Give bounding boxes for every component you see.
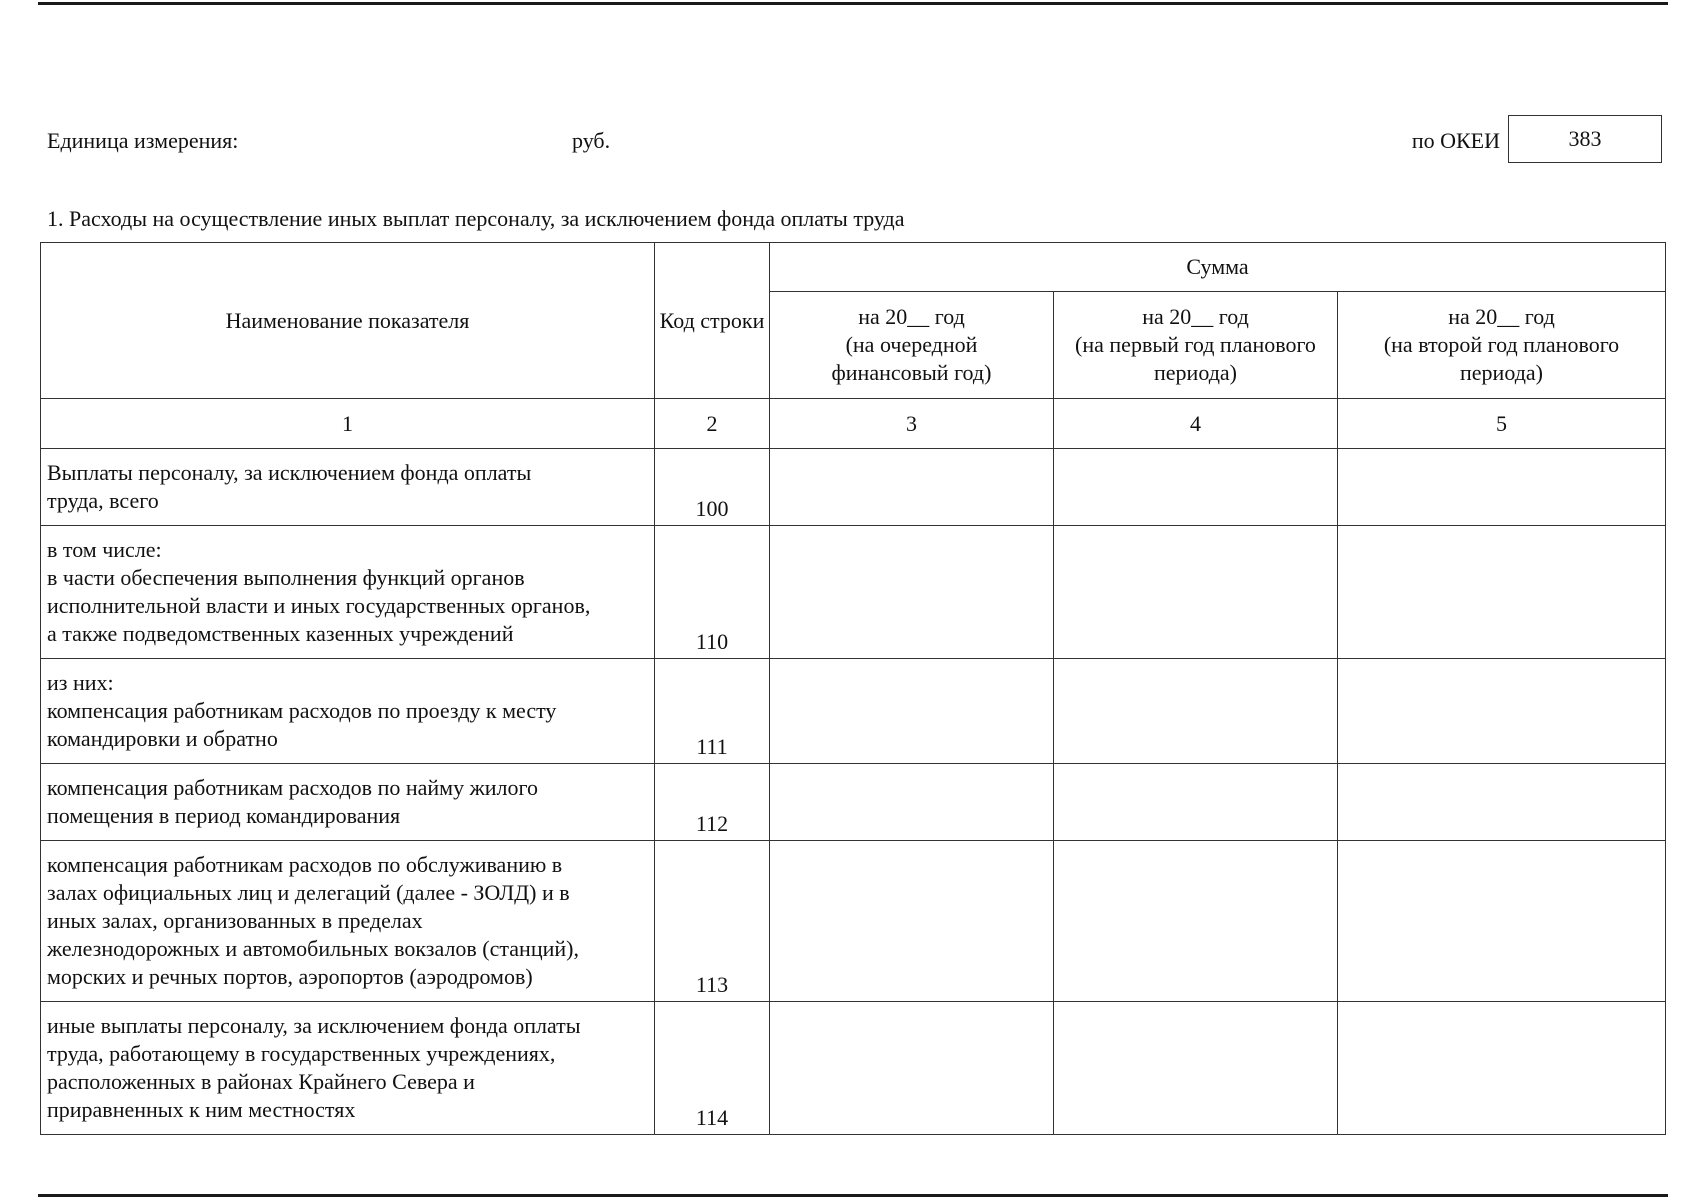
row-name: [41, 1002, 655, 1135]
row-name: [41, 659, 655, 764]
row-name-line: компенсация работникам расходов по проезду к месту: [47, 698, 557, 723]
year-header-1: [770, 292, 1054, 399]
sum-header-label: Сумма: [1186, 254, 1249, 279]
value-cell-year-3[interactable]: [1338, 764, 1666, 841]
row-name: [41, 841, 655, 1002]
year-header-2-line1: на 20__ год: [1142, 304, 1249, 329]
okei-label: по ОКЕИ: [1411, 128, 1500, 153]
col-number-5: 5: [1338, 399, 1666, 449]
okei-code-field[interactable]: [1508, 115, 1662, 163]
row-name-line: в том числе:: [47, 537, 162, 562]
value-cell-year-3[interactable]: [1338, 526, 1666, 659]
value-cell-year-1[interactable]: [770, 841, 1054, 1002]
row-name-line: исполнительной власти и иных государственных органов,: [47, 593, 591, 618]
table-row: [41, 841, 1666, 1002]
unit-label: Единица измерения:: [47, 128, 239, 153]
row-code: 112: [655, 764, 770, 841]
row-name-line: иные выплаты персоналу, за исключением фонда оплаты: [47, 1013, 581, 1038]
value-cell-year-1[interactable]: [770, 449, 1054, 526]
row-name-line: в части обеспечения выполнения функций органов: [47, 565, 525, 590]
row-name: [41, 764, 655, 841]
expenses-table: [40, 242, 1666, 1135]
row-name-line: компенсация работникам расходов по найму жилого: [47, 775, 539, 800]
value-cell-year-3[interactable]: [1338, 841, 1666, 1002]
table-row: [41, 449, 1666, 526]
value-cell-year-1[interactable]: [770, 526, 1054, 659]
row-name-line: расположенных в районах Крайнего Севера и: [47, 1069, 475, 1094]
table-row: [41, 659, 1666, 764]
year-header-3-line3: периода): [1460, 360, 1543, 385]
value-cell-year-3[interactable]: [1338, 1002, 1666, 1135]
row-name-line: помещения в период командирования: [47, 803, 401, 828]
row-name-line: приравненных к ним местностях: [47, 1097, 356, 1122]
col-number-2: 2: [655, 399, 770, 449]
year-header-3-line2: (на второй год планового: [1383, 332, 1620, 357]
table-row: [41, 1002, 1666, 1135]
row-name-line: труда, всего: [47, 488, 159, 513]
table-row: [41, 764, 1666, 841]
year-header-2-line3: периода): [1154, 360, 1237, 385]
year-header-3-line1: на 20__ год: [1448, 304, 1555, 329]
value-cell-year-2[interactable]: [1054, 764, 1338, 841]
top-rule: [38, 2, 1668, 5]
unit-value: руб.: [572, 128, 611, 153]
col-number-3: 3: [770, 399, 1054, 449]
table-header-row-1: [41, 243, 1666, 292]
value-cell-year-1[interactable]: [770, 764, 1054, 841]
section-title: 1. Расходы на осуществление иных выплат персоналу, за исключением фонда оплаты труда: [47, 206, 905, 231]
table-row: [41, 526, 1666, 659]
row-name-line: морских и речных портов, аэропортов (аэродромов): [47, 964, 533, 989]
row-name-line: компенсация работникам расходов по обслуживанию в: [47, 852, 563, 877]
row-name-line: иных залах, организованных в пределах: [47, 908, 423, 933]
value-cell-year-3[interactable]: [1338, 449, 1666, 526]
year-header-1-line1: на 20__ год: [858, 304, 965, 329]
row-code: 110: [655, 526, 770, 659]
row-name-line: железнодорожных и автомобильных вокзалов (станций),: [47, 936, 579, 961]
year-header-2-line2: (на первый год планового: [1075, 332, 1316, 357]
row-code: 114: [655, 1002, 770, 1135]
row-code: 111: [655, 659, 770, 764]
row-name-line: труда, работающему в государственных учреждениях,: [47, 1041, 556, 1066]
col-code-header-label: Код строки: [659, 307, 765, 333]
okei-code-value: 383: [1568, 126, 1602, 151]
col-number-4: 4: [1054, 399, 1338, 449]
row-name-line: Выплаты персоналу, за исключением фонда оплаты: [47, 460, 532, 485]
value-cell-year-1[interactable]: [770, 1002, 1054, 1135]
value-cell-year-1[interactable]: [770, 659, 1054, 764]
value-cell-year-3[interactable]: [1338, 659, 1666, 764]
sum-header: [770, 243, 1666, 292]
col-name-header-label: Наименование показателя: [225, 307, 470, 333]
value-cell-year-2[interactable]: [1054, 1002, 1338, 1135]
value-cell-year-2[interactable]: [1054, 841, 1338, 1002]
row-name-line: залах официальных лиц и делегаций (далее - ЗОЛД) и в: [47, 880, 570, 905]
row-name: [41, 526, 655, 659]
year-header-1-line2: (на очередной: [845, 332, 978, 357]
col-name-header: [41, 243, 655, 399]
value-cell-year-2[interactable]: [1054, 526, 1338, 659]
row-code: 100: [655, 449, 770, 526]
bottom-rule: [38, 1194, 1668, 1197]
row-name: [41, 449, 655, 526]
col-number-1: 1: [41, 399, 655, 449]
year-header-1-line3: финансовый год): [831, 360, 992, 385]
row-name-line: командировки и обратно: [47, 726, 278, 751]
value-cell-year-2[interactable]: [1054, 659, 1338, 764]
year-header-2: [1054, 292, 1338, 399]
year-header-3: [1338, 292, 1666, 399]
col-code-header: [655, 243, 770, 399]
row-code: 113: [655, 841, 770, 1002]
value-cell-year-2[interactable]: [1054, 449, 1338, 526]
row-name-line: а также подведомственных казенных учреждений: [47, 621, 514, 646]
row-name-line: из них:: [47, 670, 114, 695]
column-numbers-row: [41, 399, 1666, 449]
